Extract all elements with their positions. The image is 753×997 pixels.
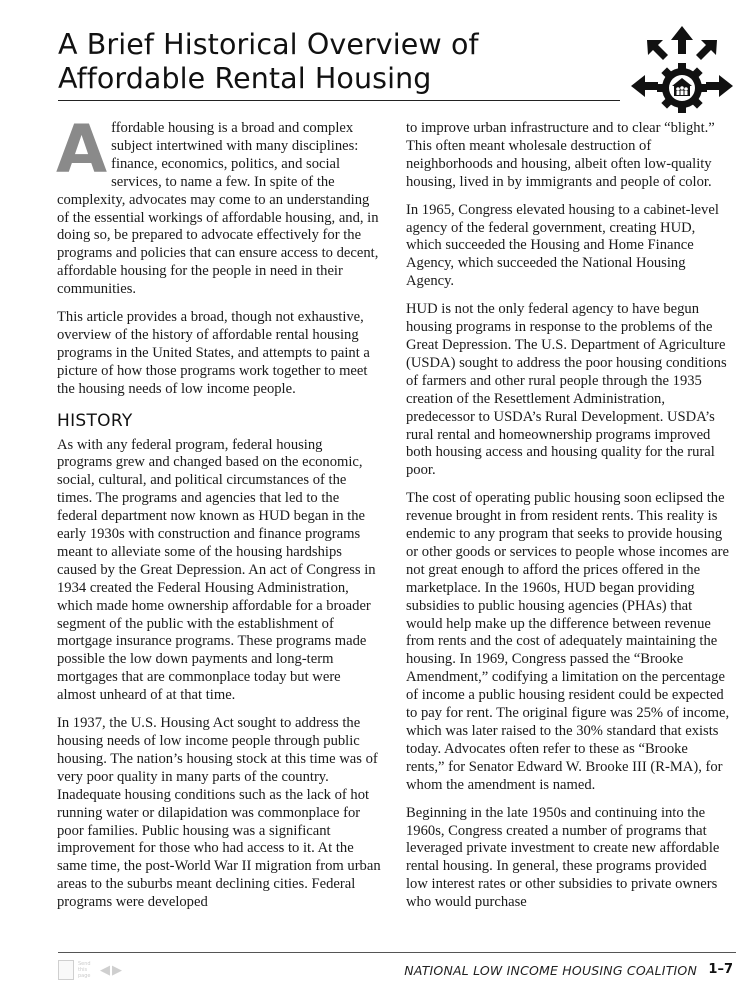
- previous-page-icon[interactable]: ◀: [100, 962, 110, 978]
- house-gear-arrows-icon: [628, 24, 736, 120]
- paragraph: The cost of operating public housing soon eclipsed the revenue brought in from resident rents. This reality is endemic to any program that seeks to provide housing or other goods or services to people whose incomes are not great enough to afford the prices offered in the marketplace. In the 1960s, HUD began providing subsidies to public housing agencies (PHAs) that would help make up the difference between revenue from rents and the cost of adequately maintaining the housing. In 1969, Congress passed the “Brooke Amendment,” codifying a limitation on the percentage of income a public housing resident could be expected to pay for rent. The original figure was 25% of income, which was later raised to the 30% standard that exists today. Advocates often refer to these as “Brooke rents,” for Senator Edward W. Brooke III (R-MA), for whom the amendment is named.: [406, 490, 730, 793]
- title-line-2: Affordable Rental Housing: [58, 62, 432, 95]
- paragraph: As with any federal program, federal housing programs grew and changed based on the economic, social, cultural, and political circumstances of the times. The programs and agencies that led to the federal department now known as HUD began in the early 1930s with construction and finance programs meant to alleviate some of the housing hardships caused by the Great Depression. An act of Congress in 1934 created the Federal Housing Administration, which made home ownership affordable for a broader segment of the public with the establishment of mortgage insurance programs. These programs made possible the low down payments and long-term mortgages that are commonplace today but were almost unheard of at that time.: [57, 436, 376, 704]
- intro-paragraph: [56, 111, 381, 299]
- paragraph: In 1937, the U.S. Housing Act sought to address the housing needs of low income people through public housing. The nation’s housing stock at this time was of very poor quality in many parts of the country. Inadequate housing conditions such as the lack of hot running water or dilapidation was commonplace for poor families. Public housing was a significant improvement for those who had access to it. At the same time, the post-World War II migration from urban areas to the suburbs meant declining cities. Federal programs were developed: [57, 715, 381, 911]
- title-line-1: A Brief Historical Overview of: [58, 28, 479, 61]
- drop-cap: A: [56, 111, 108, 188]
- next-page-icon[interactable]: ▶: [112, 962, 122, 978]
- page-number: 1–7: [708, 962, 733, 977]
- title-divider: [58, 100, 620, 101]
- send-page-label[interactable]: Send this page: [78, 961, 91, 979]
- paragraph: HUD is not the only federal agency to have begun housing programs in response to the problems of the Great Depression. The U.S. Department of Agriculture (USDA) sought to address the poor housing conditions of farmers and other rural people through the 1935 creation of the Resettlement Administration, predecessor to USDA’s Rural Development. USDA’s rural rental and homeownership programs improved both housing access and housing quality for the rural poor.: [406, 301, 727, 479]
- section-heading: HISTORY: [57, 410, 133, 431]
- footer-organization: NATIONAL LOW INCOME HOUSING COALITION: [404, 963, 697, 978]
- paragraph: This article provides a broad, though not exhaustive, overview of the history of affordable rental housing programs in the United States, and attempts to paint a picture of how those programs work together to meet the housing needs of low income people.: [57, 309, 370, 397]
- page-title: [58, 28, 618, 96]
- document-icon[interactable]: [58, 960, 74, 980]
- paragraph: In 1965, Congress elevated housing to a cabinet-level agency of the federal government, creating HUD, which succeeded the Housing and Home Finance Agency, which succeeded the National Housing Agency.: [406, 201, 719, 290]
- left-column: [56, 111, 381, 922]
- paragraph: Beginning in the late 1950s and continuing into the 1960s, Congress created a number of programs that leveraged private investment to create new affordable rental housing. In general, these programs provided low interest rates or other subsidies to private owners who would purchase: [406, 804, 720, 911]
- pdf-navigation[interactable]: [58, 960, 122, 980]
- footer-divider: [58, 952, 736, 953]
- right-column: [406, 120, 730, 922]
- intro-text: ffordable housing is a broad and complex subject intertwined with many disciplines: finance, economics, politics, and social services, to name a few. In spite of the complexity, advocates may come to an understanding of the essential workings of affordable housing, and, in doing so, be prepared to advocate effectively for the programs and policies that can ensure access to decent, affordable housing for the people in need in their communities.: [57, 120, 379, 298]
- paragraph: to improve urban infrastructure and to clear “blight.” This often meant wholesale destruction of neighborhoods and housing, albeit often low-quality housing, lived in by immigrants and people of color.: [406, 120, 715, 190]
